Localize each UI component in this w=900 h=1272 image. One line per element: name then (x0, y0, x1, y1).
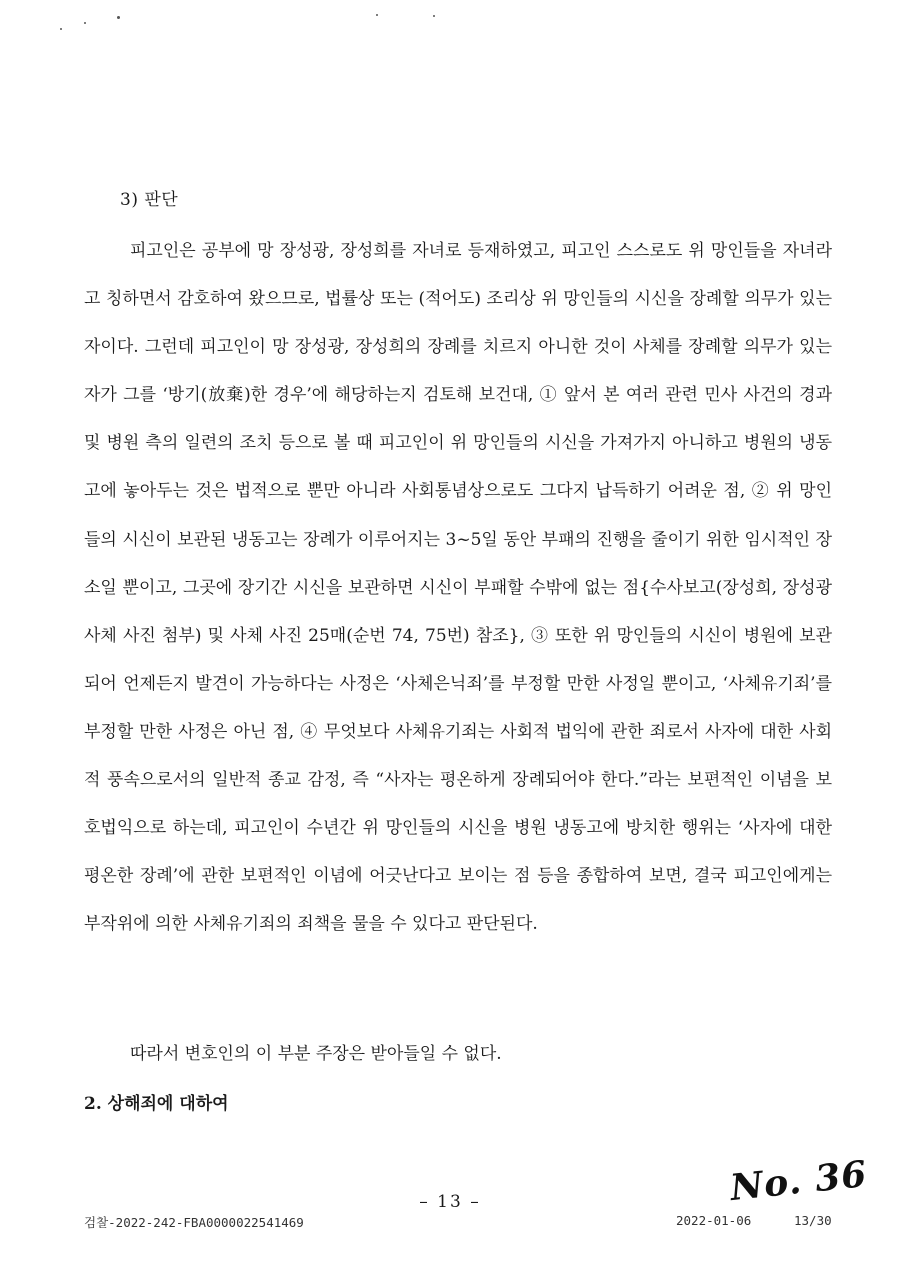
page-number: – 13 – (419, 1192, 481, 1212)
handwritten-page-mark: No. 36 (728, 1152, 870, 1210)
footer-date: 2022-01-06 (676, 1213, 752, 1228)
scan-speck (60, 28, 62, 30)
conclusion-sentence: 따라서 변호인의 이 부분 주장은 받아들일 수 없다. (130, 1044, 502, 1064)
scan-speck (376, 14, 378, 16)
footer-document-id: 검찰-2022-242-FBA0000022541469 (84, 1215, 304, 1230)
scan-speck (84, 22, 86, 24)
scan-speck (117, 16, 120, 19)
judgment-paragraph: 피고인은 공부에 망 장성광, 장성희를 자녀로 등재하였고, 피고인 스스로도 위 망인들을 자녀라고 칭하면서 감호하여 왔으므로, 법률상 또는 (적어도) 조리상 위 망인들의 시신을 장례할 의무가 있는 자이다. 그런데 피고인이 망 장성광, 장성희의 장례를 치르지 아니한 것이 사체를 장례할 의무가 있는 자가 그를 ‘방기(放棄)한 경우’에 해당하는지 검토해 보건대, ① 앞서 본 여러 관련 민사 사건의 경과 및 병원 측의 일련의 조치 등으로 볼 때 피고인이 위 망인들의 시신을 가져가지 아니하고 병원의 냉동고에 놓아두는 것은 법적으로 뿐만 아니라 사회통념상으로도 그다지 납득하기 어려운 점, ② 위 망인들의 시신이 보관된 냉동고는 장례가 이루어지는 3~5일 동안 부패의 진행을 줄이기 위한 임시적인 장소일 뿐이고, 그곳에 장기간 시신을 보관하면 시신이 부패할 수밖에 없는 점{수사보고(장성희, 장성광 사체 사진 첨부) 및 사체 사진 25매(순번 74, 75번) 참조}, ③ 또한 위 망인들의 시신이 병원에 보관되어 언제든지 발견이 가능하다는 사정은 ‘사체은닉죄’를 부정할 만한 사정일 뿐이고, ‘사체유기죄’를 부정할 만한 사정은 아닌 점, ④ 무엇보다 사체유기죄는 사회적 법익에 관한 죄로서 사자에 대한 사회적 풍속으로서의 일반적 종교 감정, 즉 “사자는 평온하게 장례되어야 한다.”라는 보편적인 이념을 보호법익으로 하는데, 피고인이 수년간 위 망인들의 시신을 병원 냉동고에 방치한 행위는 ‘사자에 대한 평온한 장례’에 관한 보편적인 이념에 어긋난다고 보이는 점 등을 종합하여 보면, 결국 피고인에게는 부작위에 의한 사체유기죄의 죄책을 물을 수 있다고 판단된다. (84, 241, 832, 935)
judgment-body (84, 227, 832, 948)
scan-speck (433, 15, 435, 17)
subsection-heading: 3) 판단 (120, 190, 179, 210)
section-heading: 2. 상해죄에 대하여 (84, 1094, 229, 1114)
footer-page-count: 13/30 (794, 1213, 832, 1228)
